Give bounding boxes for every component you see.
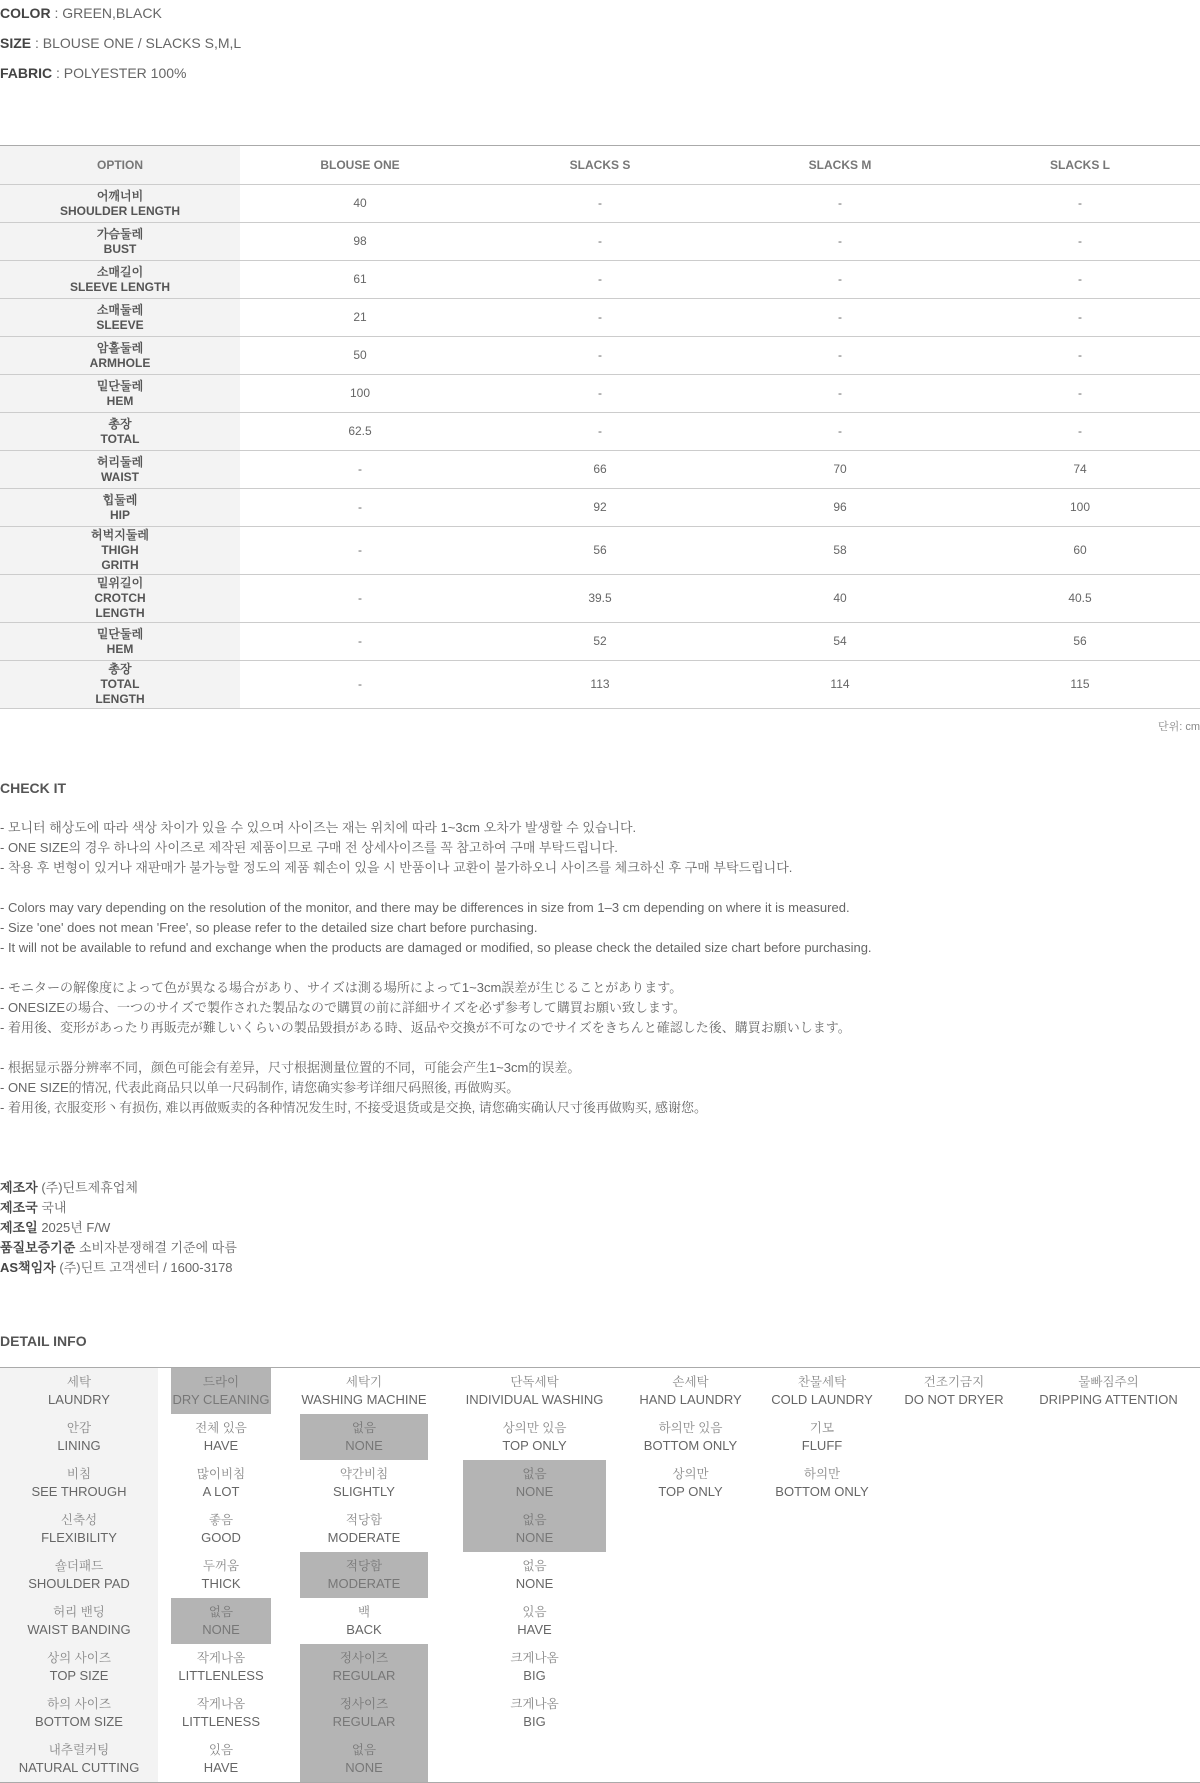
info-label: 제조자: [0, 1180, 38, 1195]
size-row-label: [0, 223, 240, 261]
note-line: - 모니터 해상도에 따라 색상 차이가 있을 수 있으며 사이즈는 재는 위치에 따라 1~3cm 오차가 발생할 수 있습니다.: [0, 820, 637, 835]
info-maker: [0, 1178, 237, 1198]
detail-kr: 적당함: [345, 1513, 383, 1527]
detail-en: BOTTOM ONLY: [643, 1438, 738, 1453]
detail-option-selected: [171, 1368, 271, 1414]
detail-en: LITTLENESS: [181, 1714, 261, 1729]
measure-name: 소매둘레: [96, 302, 144, 317]
detail-option: [766, 1460, 878, 1506]
spec-size: [0, 35, 241, 51]
size-cell: 100: [240, 375, 480, 413]
detail-kr: 없음: [522, 1513, 547, 1527]
detail-kr: 상의만 있음: [502, 1421, 567, 1435]
measure-name: HEM: [106, 641, 134, 656]
header-col: SLACKS S: [480, 146, 720, 185]
size-row: [0, 337, 1200, 375]
info-value: 2025년 F/W: [41, 1220, 111, 1235]
notes-english: [0, 898, 872, 958]
measure-name: SLEEVE: [96, 317, 144, 332]
detail-category: [0, 1414, 158, 1460]
notes-chinese: [0, 1058, 707, 1118]
detail-option-selected: [171, 1598, 271, 1644]
detail-en: LITTLENLESS: [178, 1668, 264, 1683]
note-line: - 착용 후 변형이 있거나 재판매가 불가능할 정도의 제품 훼손이 있을 시 반품이나 교환이 불가하오니 사이즈를 체크하신 후 구매 부탁드립니다.: [0, 860, 793, 875]
measure-name: 총장: [108, 416, 132, 431]
size-cell: 98: [240, 223, 480, 261]
detail-option: [171, 1644, 271, 1690]
size-cell: 100: [960, 489, 1200, 527]
size-cell: -: [240, 489, 480, 527]
note-line: - ONESIZEの場合、一つのサイズで製作された製品なので購買の前に詳細サイズを必ず参考して購買お願い致します。: [0, 1000, 686, 1015]
detail-kr: 정사이즈: [339, 1651, 389, 1665]
size-cell: -: [480, 223, 720, 261]
size-cell: 114: [720, 661, 960, 709]
measure-name: CROTCH: [94, 591, 146, 605]
detail-en: HAVE: [517, 1622, 552, 1637]
detail-kr: 좋음: [208, 1513, 234, 1527]
detail-en: BOTTOM SIZE: [35, 1714, 123, 1729]
detail-en: NONE: [515, 1530, 554, 1545]
size-row: [0, 223, 1200, 261]
size-cell: -: [720, 299, 960, 337]
detail-option: [300, 1368, 428, 1414]
detail-option: [463, 1644, 606, 1690]
detail-option: [463, 1598, 606, 1644]
size-cell: -: [480, 413, 720, 451]
detail-option: [300, 1598, 428, 1644]
size-row-label: [0, 661, 240, 709]
info-value: (주)딘트 고객센터 / 1600-3178: [59, 1260, 233, 1275]
info-value: 국내: [41, 1200, 67, 1215]
detail-option: [171, 1736, 271, 1782]
detail-row: [0, 1598, 1200, 1644]
detail-en: BIG: [523, 1668, 546, 1683]
size-row-label: [0, 623, 240, 661]
detail-option: [635, 1368, 746, 1414]
detail-kr: 찬물세탁: [797, 1375, 847, 1389]
size-cell: -: [960, 337, 1200, 375]
detail-kr: 많이비침: [196, 1467, 246, 1481]
size-cell: 60: [960, 527, 1200, 575]
detail-kr: 없음: [351, 1743, 377, 1757]
size-row: [0, 451, 1200, 489]
detail-kr: 신축성: [60, 1513, 98, 1527]
size-row-label: [0, 451, 240, 489]
measure-name: 소매길이: [96, 264, 144, 279]
spec-size-value: : BLOUSE ONE / SLACKS S,M,L: [35, 35, 242, 51]
detail-kr: 작게나옴: [196, 1651, 246, 1665]
detail-category: [0, 1506, 158, 1552]
size-cell: -: [720, 223, 960, 261]
detail-title: DETAIL INFO: [0, 1333, 87, 1349]
size-cell: 74: [960, 451, 1200, 489]
info-label: AS책임자: [0, 1260, 56, 1275]
measure-name: BUST: [103, 241, 137, 256]
note-line: - ONE SIZE的情况, 代表此商品只以单一尺码制作, 请您确实参考详细尺码照後, 再做购买。: [0, 1080, 520, 1095]
detail-row: [0, 1736, 1200, 1782]
size-cell: -: [720, 261, 960, 299]
detail-category: [0, 1690, 158, 1736]
detail-category: [0, 1644, 158, 1690]
detail-category: [0, 1460, 158, 1506]
detail-kr: 백: [357, 1605, 371, 1619]
size-row-label: [0, 575, 240, 623]
measure-name: WAIST: [101, 469, 139, 484]
size-row: [0, 185, 1200, 223]
detail-row: [0, 1690, 1200, 1736]
size-row-label: [0, 299, 240, 337]
detail-kr: 건조기금지: [923, 1375, 985, 1389]
measure-name: SLEEVE LENGTH: [69, 279, 170, 294]
info-warranty: [0, 1238, 237, 1258]
note-line: - 根据显示器分辨率不同，颜色可能会有差异，尺寸根据测量位置的不同，可能会产生1~3cm的误差。: [0, 1060, 581, 1075]
detail-en: GOOD: [201, 1530, 241, 1545]
header-col: SLACKS L: [960, 146, 1200, 185]
detail-en: A LOT: [202, 1484, 240, 1499]
size-cell: -: [720, 413, 960, 451]
info-value: 소비자분쟁해결 기준에 따름: [78, 1240, 237, 1255]
detail-kr: 세탁: [66, 1375, 92, 1389]
detail-kr: 하의 사이즈: [47, 1697, 111, 1711]
detail-category: [0, 1598, 158, 1644]
measure-name: TOTAL: [100, 677, 140, 691]
detail-option: [463, 1552, 606, 1598]
detail-kr: 상의 사이즈: [47, 1651, 111, 1665]
size-cell: 56: [960, 623, 1200, 661]
size-cell: -: [720, 185, 960, 223]
size-cell: -: [240, 527, 480, 575]
header-option: OPTION: [0, 146, 240, 185]
detail-en: BOTTOM ONLY: [775, 1484, 869, 1499]
detail-en: WAIST BANDING: [27, 1622, 131, 1637]
detail-kr: 있음: [522, 1605, 547, 1619]
notes-korean: [0, 818, 792, 878]
detail-en: NONE: [345, 1438, 383, 1453]
size-cell: -: [480, 185, 720, 223]
size-cell: -: [960, 375, 1200, 413]
size-cell: 54: [720, 623, 960, 661]
detail-en: TOP ONLY: [658, 1484, 723, 1499]
measure-name: GRITH: [101, 558, 139, 572]
size-cell: -: [960, 413, 1200, 451]
detail-option: [1031, 1368, 1186, 1414]
detail-row: [0, 1644, 1200, 1690]
info-label: 품질보증기준: [0, 1240, 76, 1255]
check-title: CHECK IT: [0, 780, 67, 796]
size-cell: 113: [480, 661, 720, 709]
size-cell: 96: [720, 489, 960, 527]
detail-en: LINING: [57, 1438, 101, 1453]
detail-kr: 적당함: [345, 1559, 383, 1573]
detail-en: LAUNDRY: [48, 1392, 110, 1407]
notes-japanese: [0, 978, 851, 1038]
detail-kr: 하의만: [803, 1467, 841, 1481]
size-cell: -: [960, 299, 1200, 337]
detail-option: [171, 1460, 271, 1506]
size-row-label: [0, 527, 240, 575]
size-cell: -: [240, 451, 480, 489]
detail-kr: 크게나옴: [510, 1651, 559, 1665]
measure-name: 총장: [108, 662, 132, 676]
size-cell: -: [720, 375, 960, 413]
measure-name: TOTAL: [100, 431, 140, 446]
size-row: [0, 575, 1200, 623]
detail-kr: 없음: [351, 1421, 377, 1435]
detail-kr: 단독세탁: [510, 1375, 559, 1389]
size-cell: -: [960, 223, 1200, 261]
spec-size-label: SIZE: [0, 35, 32, 51]
detail-kr: 크게나옴: [510, 1697, 559, 1711]
measure-name: THIGH: [101, 543, 139, 557]
detail-kr: 전체 있음: [195, 1421, 247, 1435]
detail-kr: 두꺼움: [202, 1559, 240, 1573]
manufacturer-info: [0, 1178, 237, 1278]
detail-category: [0, 1552, 158, 1598]
detail-en: TOP SIZE: [49, 1668, 109, 1683]
detail-kr: 상의만: [672, 1467, 709, 1481]
detail-en: FLEXIBILITY: [41, 1530, 117, 1545]
unit-note: 단위: cm: [1157, 721, 1200, 733]
detail-kr: 약간비침: [339, 1467, 389, 1481]
detail-en: REGULAR: [332, 1714, 396, 1729]
detail-en: NONE: [515, 1576, 554, 1591]
size-row-label: [0, 185, 240, 223]
detail-kr: 비침: [66, 1467, 92, 1481]
detail-kr: 정사이즈: [339, 1697, 389, 1711]
detail-en: HAND LAUNDRY: [639, 1392, 742, 1407]
size-row: [0, 413, 1200, 451]
size-cell: -: [240, 661, 480, 709]
measure-name: SHOULDER LENGTH: [60, 203, 180, 218]
detail-en: HAVE: [203, 1760, 239, 1775]
size-cell: 50: [240, 337, 480, 375]
measure-name: 허리둘레: [96, 454, 144, 469]
detail-row: [0, 1414, 1200, 1460]
detail-en: DRY CLEANING: [172, 1392, 270, 1407]
size-cell: 40: [720, 575, 960, 623]
detail-row: [0, 1506, 1200, 1552]
size-cell: -: [960, 185, 1200, 223]
size-row-label: [0, 375, 240, 413]
size-row: [0, 261, 1200, 299]
size-cell: -: [960, 261, 1200, 299]
spec-color-value: : GREEN,BLACK: [54, 5, 162, 21]
detail-en: NONE: [345, 1760, 383, 1775]
size-row: [0, 661, 1200, 709]
detail-option: [891, 1368, 1017, 1414]
note-line: - ONE SIZE의 경우 하나의 사이즈로 제작된 제품이므로 구매 전 상세사이즈를 꼭 참고하여 구매 부탁드립니다.: [0, 840, 618, 855]
detail-en: NATURAL CUTTING: [18, 1760, 140, 1775]
size-cell: 40: [240, 185, 480, 223]
measure-name: 밑단둘레: [96, 378, 144, 393]
detail-option-selected: [300, 1690, 428, 1736]
info-label: 제조국: [0, 1200, 38, 1215]
detail-kr: 손세탁: [672, 1375, 709, 1389]
detail-option: [463, 1414, 606, 1460]
measure-name: 어깨너비: [96, 188, 144, 203]
detail-option: [171, 1506, 271, 1552]
size-cell: -: [480, 261, 720, 299]
size-cell: 115: [960, 661, 1200, 709]
detail-kr: 없음: [208, 1605, 234, 1619]
header-col: BLOUSE ONE: [240, 146, 480, 185]
spec-fabric: [0, 65, 186, 81]
info-as: [0, 1258, 237, 1278]
size-cell: -: [480, 299, 720, 337]
detail-en: NONE: [202, 1622, 240, 1637]
detail-row: [0, 1368, 1200, 1414]
note-line: - Size 'one' does not mean 'Free', so please refer to the detailed size chart before purchasing.: [0, 920, 538, 935]
detail-en: DRIPPING ATTENTION: [1039, 1392, 1178, 1407]
size-row: [0, 527, 1200, 575]
size-row-label: [0, 261, 240, 299]
detail-en: MODERATE: [327, 1530, 401, 1545]
detail-option-selected: [463, 1460, 606, 1506]
info-country: [0, 1198, 237, 1218]
size-cell: 61: [240, 261, 480, 299]
note-line: - Colors may vary depending on the resolution of the monitor, and there may be differences in size from 1–3 cm depending on where it is measured.: [0, 900, 850, 915]
size-cell: -: [480, 375, 720, 413]
measure-name: LENGTH: [95, 692, 145, 706]
detail-row: [0, 1460, 1200, 1506]
detail-kr: 작게나옴: [196, 1697, 246, 1711]
detail-en: NONE: [515, 1484, 554, 1499]
size-table-header: [0, 146, 1200, 185]
detail-option: [766, 1368, 878, 1414]
detail-kr: 하의만 있음: [658, 1421, 723, 1435]
detail-option-selected: [300, 1736, 428, 1782]
measure-name: HEM: [106, 393, 134, 408]
measure-name: 암홀둘레: [96, 340, 144, 355]
detail-kr: 없음: [522, 1467, 547, 1481]
size-cell: 66: [480, 451, 720, 489]
detail-en: DO NOT DRYER: [904, 1392, 1004, 1407]
detail-kr: 안감: [66, 1421, 92, 1435]
detail-option: [766, 1414, 878, 1460]
detail-en: FLUFF: [801, 1438, 843, 1453]
detail-en: SHOULDER PAD: [28, 1576, 130, 1591]
detail-category: [0, 1736, 158, 1782]
size-cell: 52: [480, 623, 720, 661]
size-cell: 21: [240, 299, 480, 337]
detail-option: [300, 1460, 428, 1506]
size-cell: 62.5: [240, 413, 480, 451]
detail-category: [0, 1368, 158, 1414]
size-row: [0, 489, 1200, 527]
detail-kr: 없음: [522, 1559, 547, 1573]
detail-kr: 세탁기: [345, 1375, 383, 1389]
detail-option-selected: [300, 1644, 428, 1690]
detail-kr: 드라이: [202, 1375, 240, 1389]
detail-en: REGULAR: [332, 1668, 396, 1683]
note-line: - It will not be available to refund and exchange when the products are damaged or modified, so please check the detailed size chart before purchasing.: [0, 940, 872, 955]
detail-option: [300, 1506, 428, 1552]
measure-name: 밑위길이: [96, 576, 144, 590]
measure-name: 힙둘레: [102, 492, 138, 507]
spec-color-label: COLOR: [0, 5, 51, 21]
detail-option: [171, 1690, 271, 1736]
size-row-label: [0, 489, 240, 527]
detail-en: SEE THROUGH: [31, 1484, 127, 1499]
detail-option: [171, 1552, 271, 1598]
size-row: [0, 375, 1200, 413]
measure-name: 가슴둘레: [96, 226, 144, 241]
measure-name: HIP: [109, 507, 130, 522]
header-col: SLACKS M: [720, 146, 960, 185]
detail-kr: 숄더패드: [54, 1559, 104, 1573]
detail-en: INDIVIDUAL WASHING: [465, 1392, 604, 1407]
detail-info-grid: [0, 1367, 1200, 1783]
note-line: - モニターの解像度によって色が異なる場合があり、サイズは測る場所によって1~3cm誤差が生じることがあります。: [0, 980, 683, 995]
measure-name: LENGTH: [95, 606, 145, 620]
measure-name: ARMHOLE: [89, 355, 151, 370]
detail-option: [635, 1460, 746, 1506]
detail-en: MODERATE: [327, 1576, 401, 1591]
detail-en: BIG: [523, 1714, 546, 1729]
size-cell: -: [240, 575, 480, 623]
info-label: 제조일: [0, 1220, 38, 1235]
detail-kr: 허리 밴딩: [53, 1605, 105, 1619]
detail-option-selected: [300, 1414, 428, 1460]
detail-option-selected: [463, 1506, 606, 1552]
detail-en: SLIGHTLY: [333, 1484, 395, 1499]
detail-en: HAVE: [203, 1438, 239, 1453]
detail-row: [0, 1552, 1200, 1598]
detail-en: COLD LAUNDRY: [771, 1392, 873, 1407]
size-cell: -: [480, 337, 720, 375]
detail-kr: 내추럴커팅: [48, 1743, 110, 1757]
detail-en: WASHING MACHINE: [301, 1392, 427, 1407]
spec-fabric-value: : POLYESTER 100%: [56, 65, 187, 81]
detail-option: [463, 1368, 606, 1414]
detail-en: TOP ONLY: [502, 1438, 567, 1453]
size-table: [0, 145, 1200, 709]
size-row-label: [0, 337, 240, 375]
size-cell: 39.5: [480, 575, 720, 623]
size-cell: 40.5: [960, 575, 1200, 623]
size-cell: 58: [720, 527, 960, 575]
info-value: (주)딘트제휴업체: [41, 1180, 138, 1195]
detail-kr: 물빠짐주의: [1078, 1375, 1139, 1389]
size-cell: 56: [480, 527, 720, 575]
spec-color: [0, 5, 162, 21]
info-date: [0, 1218, 237, 1238]
size-cell: 70: [720, 451, 960, 489]
spec-fabric-label: FABRIC: [0, 65, 53, 81]
detail-option: [635, 1414, 746, 1460]
size-row-label: [0, 413, 240, 451]
size-row: [0, 623, 1200, 661]
size-row: [0, 299, 1200, 337]
note-line: - 着用後, 衣服変形丶有损伤, 难以再做贩卖的各种情况发生时, 不接受退货或是交换, 请您确实确认尺寸後再做购买, 感谢您。: [0, 1100, 708, 1115]
note-line: - 着用後、変形があったり再販売が難しいくらいの製品毀損がある時、返品や交換が不可なのでサイズをきちんと確認した後、購買お願いします。: [0, 1020, 851, 1035]
detail-option-selected: [300, 1552, 428, 1598]
detail-kr: 있음: [208, 1743, 234, 1757]
detail-en: THICK: [201, 1576, 241, 1591]
size-cell: -: [720, 337, 960, 375]
detail-en: BACK: [346, 1622, 382, 1637]
detail-option: [171, 1414, 271, 1460]
size-cell: 92: [480, 489, 720, 527]
detail-kr: 기모: [809, 1421, 835, 1435]
measure-name: 허벅지둘레: [91, 528, 149, 542]
size-cell: -: [240, 623, 480, 661]
detail-option: [463, 1690, 606, 1736]
measure-name: 밑단둘레: [96, 626, 144, 641]
